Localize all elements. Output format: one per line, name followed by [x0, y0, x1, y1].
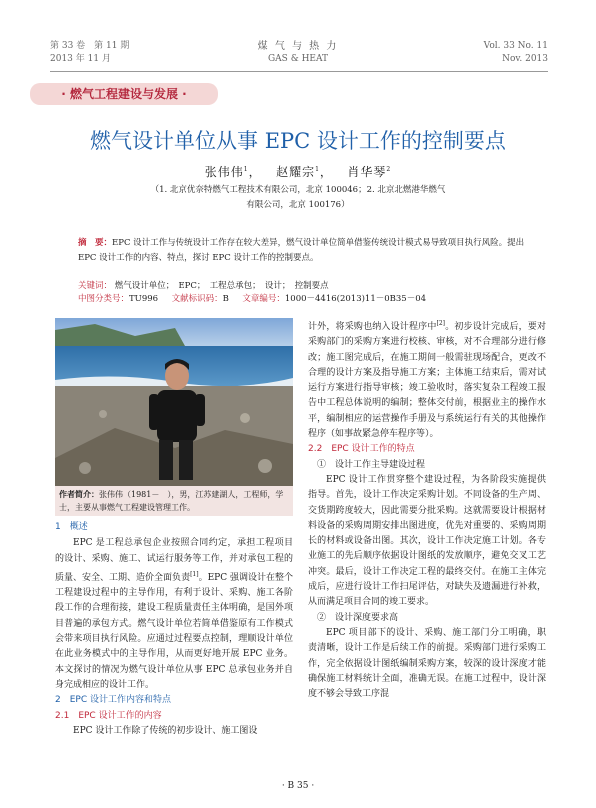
keywords-label: 关键词： — [78, 281, 113, 291]
heading-overview: 1 概述 — [55, 522, 88, 532]
keywords-text: 燃气设计单位； EPC； 工程总承包； 设计； 控制要点 — [114, 281, 329, 291]
paragraph-overview — [55, 536, 293, 693]
author-line: 张伟伟$^1$， 赵耀宗$^1$， 肖华琴$^2$ — [204, 165, 392, 179]
author-2: 赵耀宗 — [276, 165, 316, 179]
page-number: · B 35 · — [281, 781, 315, 791]
abstract-text: EPC 设计工作与传统设计工作存在较大差异，燃气设计单位简单借鉴传统设计模式易导致项目执行风险。提出 EPC 设计工作的内容、特点，探讨 EPC 设计工作的控制要点。 — [78, 238, 525, 263]
abstract-label: 摘 要： — [78, 238, 113, 248]
header-date: 2013 年 11 月 — [50, 54, 111, 64]
left-column — [55, 520, 293, 739]
keywords — [78, 280, 426, 293]
author-3-affil: 2 — [386, 166, 392, 173]
article-id-value: 1000－4416(2013)11－0B35－04 — [284, 294, 427, 304]
paragraph-2-1-text-end: 。初步设计完成后，要对采购部门的采购方案进行校核、审核，对不合理部分进行修改；施工图完成后，在施工期间一般需驻现场配合，更改不合理的设计方案及指导施工方案；主体施工结束后，需对试运行方案进行指导审核；竣工验收时，落实复杂工程竣工报告中工程总体说明的编制；整体交付前，根据业主的操作水平，编制相应的运营操作手册及与系统运行有关的其他操作程序（如事故紧急停车程序等）。 — [308, 322, 546, 440]
article-meta — [78, 280, 426, 306]
paragraph-2-1-text: 计外，将采购也纳入设计程序中 — [308, 322, 437, 332]
author-2-affil: 1 — [315, 166, 320, 173]
heading-section-2: 2 EPC 设计工作内容和特点 — [55, 695, 171, 706]
author-1-affil: 1 — [243, 166, 249, 173]
paragraph-overview-text: EPC 是工程总承包企业按照合同约定，承担工程项目的设计、采购、施工、试运行服务等工作，并对承包工程的质量、安全、工期、造价全面负责 — [55, 538, 293, 583]
paragraph-2-1-continued — [308, 316, 546, 442]
affiliation-line-1: （1. 北京优奈特燃气工程技术有限公司，北京 100046；2. 北京北燃港华燃气 — [150, 185, 446, 195]
citation-2: [2] — [436, 320, 446, 327]
right-column — [308, 316, 546, 702]
author-1: 张伟伟 — [204, 165, 244, 179]
author-3: 肖华琴 — [347, 165, 387, 179]
paragraph-design-leads: EPC 设计工作贯穿整个建设过程，为各阶段实施提供指导。首先，设计工作决定采购计划。不同设备的生产周、交货期跨度较大，因此需要分批采购。这就需要设计根据材料设备的采购周期安排出图进度，优先对重要的、采购周期长的材料或设备出图。其次，设计工作决定施工计划。各专业施工的先后顺序依据设计图纸的发放顺序，避免交叉工艺冲突。最后，设计工作决定工程的最终交付。在施工主体完成后，应进行设计工作扫尾评估，对缺失及遗漏进行补救，从而满足项目合同的竣工要求。 — [308, 474, 546, 608]
doc-code-label: 文献标识码： — [171, 294, 223, 304]
journal-name-en: GAS & HEAT — [267, 54, 329, 64]
paragraph-design-depth: EPC 项目部下的设计、采购、施工部门分工明确，职责清晰，设计工作是后续工作的前提。采购部门进行采购工作，完全依据设计图纸编制采购方案，较深的设计深度才能确保施工材料统计全面，准确无误。在施工过程中，设计深度不够会导致工序混 — [308, 627, 546, 700]
paragraph-overview-text-end: 。EPC 强调设计在整个工程建设过程中的主导作用，有利于设计、采购、施工各阶段工作的合理衔接，建设工程质量责任主体明确，是国外项目普遍的承包方式。燃气设计单位若简单借鉴原有工作模式会带来项目执行风险。应通过过程要点控制，理顺设计单位在此业务模式中的主导作用，从而更好地开展 EPC 业务。本文探讨的情况为燃气设计单位从事 EPC 总承包业务并自身完成相应的设计工作。 — [55, 572, 293, 690]
section-banner: · 燃气工程建设与发展 · — [30, 83, 218, 105]
heading-section-2-1: 2.1 EPC 设计工作的内容 — [55, 710, 162, 721]
doc-code-value: B — [222, 294, 229, 304]
article-title: 燃气设计单位从事 EPC 设计工作的控制要点 — [90, 129, 506, 153]
classification — [78, 293, 426, 306]
journal-name-cn: 煤 气 与 热 力 — [257, 41, 339, 52]
clc-value: TU996 — [129, 294, 159, 304]
citation-1: [1] — [190, 570, 199, 578]
header-volume: 第 33 卷 第 11 期 — [50, 41, 130, 51]
author-photo-image — [55, 318, 293, 486]
header-divider — [50, 71, 548, 72]
header-date-en: Nov. 2013 — [502, 54, 548, 64]
subheading-2: ② 设计深度要求高 — [317, 612, 399, 623]
paragraph-2-1-start: EPC 设计工作除了传统的初步设计、施工图设 — [73, 725, 258, 736]
abstract — [78, 236, 528, 266]
author-photo — [55, 318, 293, 486]
author-bio-text: 张伟伟（1981－ ），男，江苏建湖人，工程师，学士，主要从事燃气工程建设管理工作。 — [59, 490, 284, 512]
author-bio — [55, 486, 293, 516]
author-bio-label: 作者简介： — [59, 490, 99, 499]
header-right — [484, 40, 548, 66]
clc-label: 中图分类号： — [78, 294, 130, 304]
subheading-1: ① 设计工作主导建设过程 — [317, 459, 426, 470]
article-id-label: 文章编号： — [242, 294, 285, 304]
affiliation-line-2: 有限公司，北京 100176） — [246, 200, 350, 210]
affiliations — [100, 183, 496, 213]
header-vol-en: Vol. 33 No. 11 — [483, 41, 548, 51]
heading-section-2-2: 2.2 EPC 设计工作的特点 — [308, 444, 415, 455]
